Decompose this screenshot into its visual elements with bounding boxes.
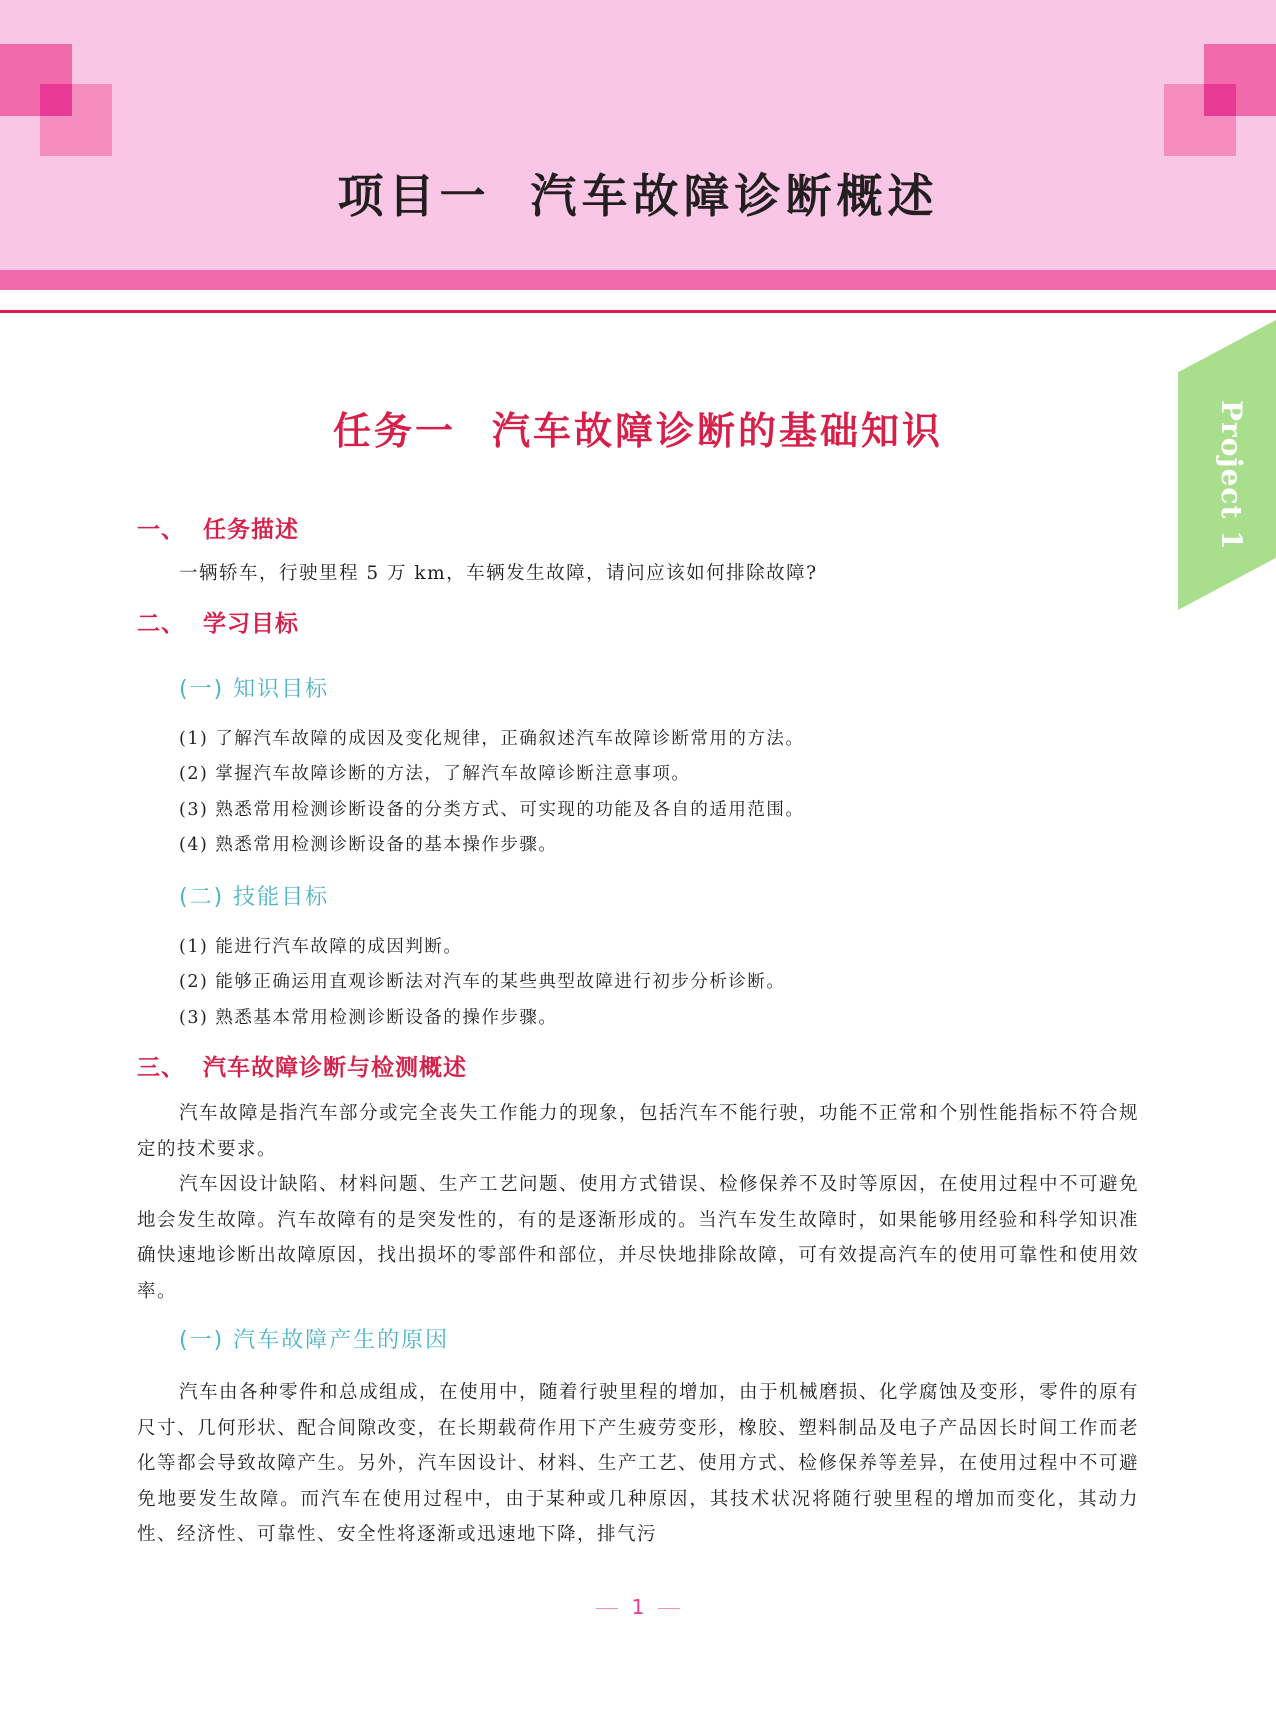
header-band xyxy=(0,0,1276,270)
section-title: 汽车故障诊断与检测概述 xyxy=(203,1055,467,1081)
task-title xyxy=(0,400,1276,455)
page-content xyxy=(137,510,1139,1553)
subheading-skill-objectives: (二) 技能目标 xyxy=(179,884,330,910)
list-item: (2) 能够正确运用直观诊断法对汽车的某些典型故障进行初步分析诊断。 xyxy=(179,972,786,992)
section-number: 一、 xyxy=(137,517,185,543)
chapter-label: 项目一 xyxy=(337,169,491,223)
list-item: (1) 了解汽车故障的成因及变化规律，正确叙述汽车故障诊断常用的方法。 xyxy=(179,728,805,749)
section-number: 三、 xyxy=(137,1055,185,1081)
section-heading-overview xyxy=(137,1048,1139,1088)
side-tab-label: Project 1 xyxy=(1215,400,1248,551)
page-number-dash-right xyxy=(658,1608,680,1609)
section-heading-learning-objectives xyxy=(137,604,1139,644)
header-divider xyxy=(0,310,1276,313)
list-item: (3) 熟悉基本常用检测诊断设备的操作步骤。 xyxy=(179,1007,558,1028)
section-title: 学习目标 xyxy=(203,610,299,637)
list-item: (3) 熟悉常用检测诊断设备的分类方式、可实现的功能及各自的适用范围。 xyxy=(179,799,805,820)
chapter-title xyxy=(0,160,1276,226)
page-number-text: 1 xyxy=(631,1595,645,1619)
subheading-fault-causes: (一) 汽车故障产生的原因 xyxy=(179,1328,450,1353)
task-label: 任务一 xyxy=(332,409,456,453)
list-item: (2) 掌握汽车故障诊断的方法，了解汽车故障诊断注意事项。 xyxy=(179,764,691,784)
list-item: (4) 熟悉常用检测诊断设备的基本操作步骤。 xyxy=(179,835,558,855)
section-title: 任务描述 xyxy=(203,517,299,543)
decorative-squares-right xyxy=(1156,0,1276,160)
decorative-squares-left xyxy=(0,0,120,160)
knowledge-objectives-list xyxy=(137,722,1139,864)
header-stripe xyxy=(0,270,1276,290)
subheading-knowledge-objectives: (一) 知识目标 xyxy=(179,676,330,702)
section-heading-task-description xyxy=(137,510,1139,550)
skill-objectives-list xyxy=(137,930,1139,1037)
task-title-text: 汽车故障诊断的基础知识 xyxy=(492,409,944,453)
page-number-dash-left xyxy=(596,1608,618,1609)
list-item: (1) 能进行汽车故障的成因判断。 xyxy=(179,936,463,957)
page-number xyxy=(0,1595,1276,1619)
fault-causes-paragraph: 汽车由各种零件和总成组成，在使用中，随着行驶里程的增加，由于机械磨损、化学腐蚀及变形，零件的原有尺寸、几何形状、配合间隙改变，在长期载荷作用下产生疲劳变形，橡胶、塑料制品及电子产品因长时间工作而老化等都会导致故障产生。另外，汽车因设计、材料、生产工艺、使用方式、检修保养等差异，在使用过程中不可避免地要发生故障。而汽车在使用过程中，由于某种或几种原因，其技术状况将随行驶里程的增加而变化，其动力性、经济性、可靠性、安全性将逐渐或迅速地下降，排气污 xyxy=(137,1382,1140,1545)
overview-paragraph: 汽车因设计缺陷、材料问题、生产工艺问题、使用方式错误、检修保养不及时等原因，在使用过程中不可避免地会发生故障。汽车故障有的是突发性的，有的是逐渐形成的。当汽车发生故障时，如果能够用经验和科学知识准确快速地诊断出故障原因，找出损坏的零部件和部位，并尽快地排除故障，可有效提高汽车的使用可靠性和使用效率。 xyxy=(137,1174,1140,1302)
chapter-title-text: 汽车故障诊断概述 xyxy=(530,169,939,223)
task-description-paragraph: 一辆轿车，行驶里程 5 万 km，车辆发生故障，请问应该如何排除故障? xyxy=(179,563,818,584)
section-number: 二、 xyxy=(137,610,185,637)
overview-paragraph: 汽车故障是指汽车部分或完全丧失工作能力的现象，包括汽车不能行驶，功能不正常和个别性能指标不符合规定的技术要求。 xyxy=(137,1103,1140,1160)
